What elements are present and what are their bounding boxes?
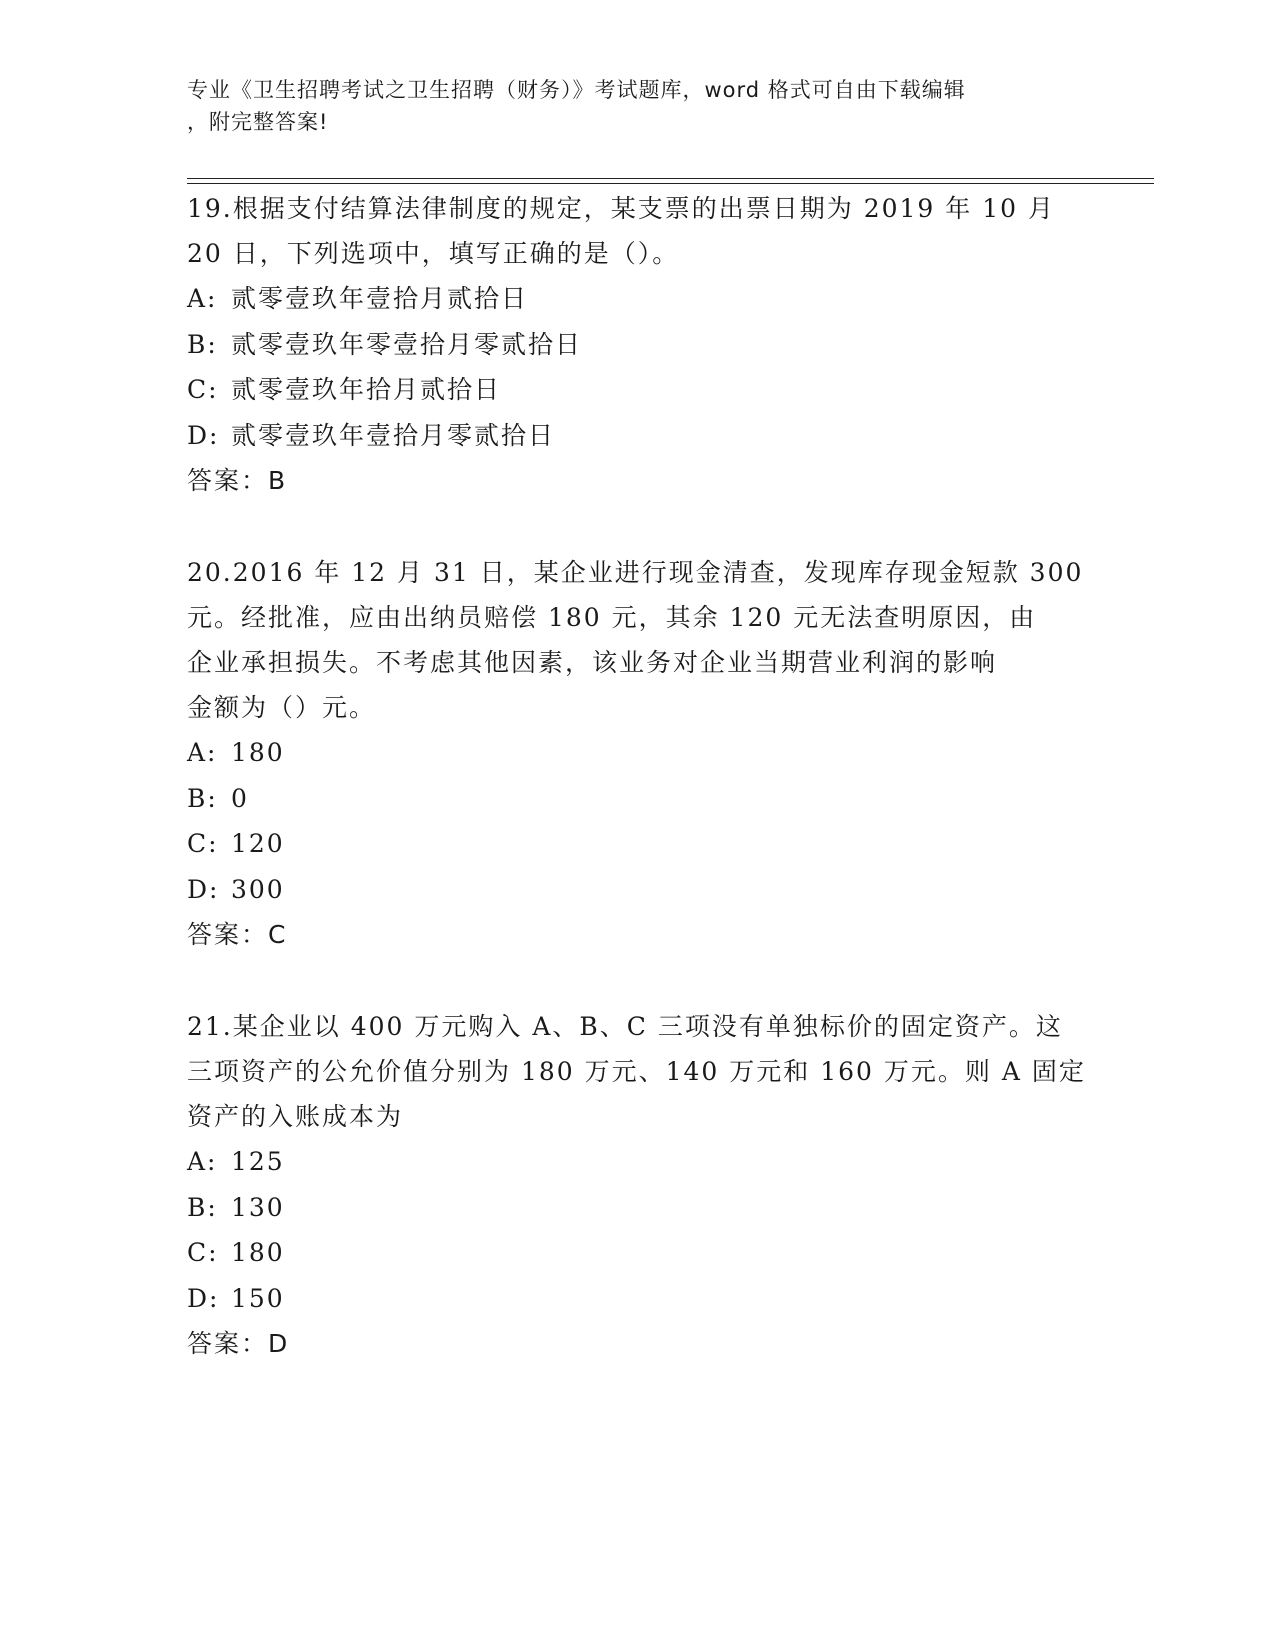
question-stem-line: 资产的入账成本为 <box>187 1102 404 1131</box>
option-a <box>187 1139 1087 1185</box>
option-key: D: <box>187 874 220 904</box>
question-list <box>187 186 1087 1367</box>
option-key: A: <box>187 284 218 313</box>
answer-line: 答案：D <box>187 1329 290 1358</box>
question-stem-line: 金额为（）元。 <box>187 693 377 722</box>
option-text: 125 <box>231 1147 285 1176</box>
question-stem-line: 企业承担损失。不考虑其他因素，该业务对企业当期营业利润的影响 <box>187 648 998 677</box>
header-divider-top <box>187 178 1154 179</box>
option-key: A: <box>187 738 218 767</box>
option-key: B: <box>187 329 218 359</box>
question-stem-line: 19.根据支付结算法律制度的规定，某支票的出票日期为 2019 年 10 月 <box>187 194 1055 223</box>
option-c <box>187 821 1087 867</box>
option-key: C: <box>187 1238 219 1267</box>
option-key: B: <box>187 783 218 813</box>
question-stem-line: 21.某企业以 400 万元购入 A、B、C 三项没有单独标价的固定资产。这 <box>187 1012 1063 1041</box>
option-d <box>187 413 1087 459</box>
option-key: D: <box>187 1283 220 1313</box>
question-21 <box>187 1004 1087 1367</box>
option-d <box>187 867 1087 913</box>
option-text: 贰零壹玖年壹拾月贰拾日 <box>231 284 529 313</box>
option-text: 180 <box>231 1238 285 1267</box>
option-text: 贰零壹玖年壹拾月零贰拾日 <box>231 420 556 450</box>
option-c <box>187 367 1087 413</box>
question-stem-line: 20.2016 年 12 月 31 日，某企业进行现金清查，发现库存现金短款 300 <box>187 558 1084 587</box>
question-spacer <box>187 958 1087 1004</box>
option-a <box>187 276 1087 322</box>
option-c <box>187 1230 1087 1276</box>
header-line-1: 专业《卫生招聘考试之卫生招聘（财务）》考试题库，word 格式可自由下载编辑 <box>187 78 966 102</box>
answer-line: 答案：C <box>187 920 288 949</box>
header-divider-bottom <box>187 183 1154 184</box>
option-a <box>187 730 1087 776</box>
question-stem-line: 20 日，下列选项中，填写正确的是（）。 <box>187 239 680 268</box>
option-text: 贰零壹玖年拾月贰拾日 <box>231 375 502 404</box>
option-b <box>187 1185 1087 1231</box>
option-d <box>187 1276 1087 1322</box>
option-key: B: <box>187 1192 218 1222</box>
question-20 <box>187 550 1087 958</box>
question-stem-line: 三项资产的公允价值分别为 180 万元、140 万元和 160 万元。则 A 固定 <box>187 1057 1086 1086</box>
option-text: 0 <box>231 783 249 813</box>
question-stem-line: 元。经批准，应由出纳员赔偿 180 元，其余 120 元无法查明原因，由 <box>187 603 1037 632</box>
option-text: 300 <box>231 874 285 904</box>
option-text: 贰零壹玖年零壹拾月零贰拾日 <box>231 329 583 359</box>
question-spacer <box>187 504 1087 550</box>
option-key: C: <box>187 375 219 404</box>
header-line-2: ，附完整答案! <box>187 110 329 134</box>
option-key: A: <box>187 1147 218 1176</box>
option-b <box>187 776 1087 822</box>
option-text: 130 <box>231 1192 285 1222</box>
option-b <box>187 322 1087 368</box>
answer-line: 答案：B <box>187 466 288 495</box>
option-key: C: <box>187 829 219 858</box>
option-key: D: <box>187 420 220 450</box>
option-text: 120 <box>231 829 285 858</box>
option-text: 150 <box>231 1283 285 1313</box>
document-header <box>187 74 1087 138</box>
option-text: 180 <box>231 738 285 767</box>
question-19 <box>187 186 1087 504</box>
